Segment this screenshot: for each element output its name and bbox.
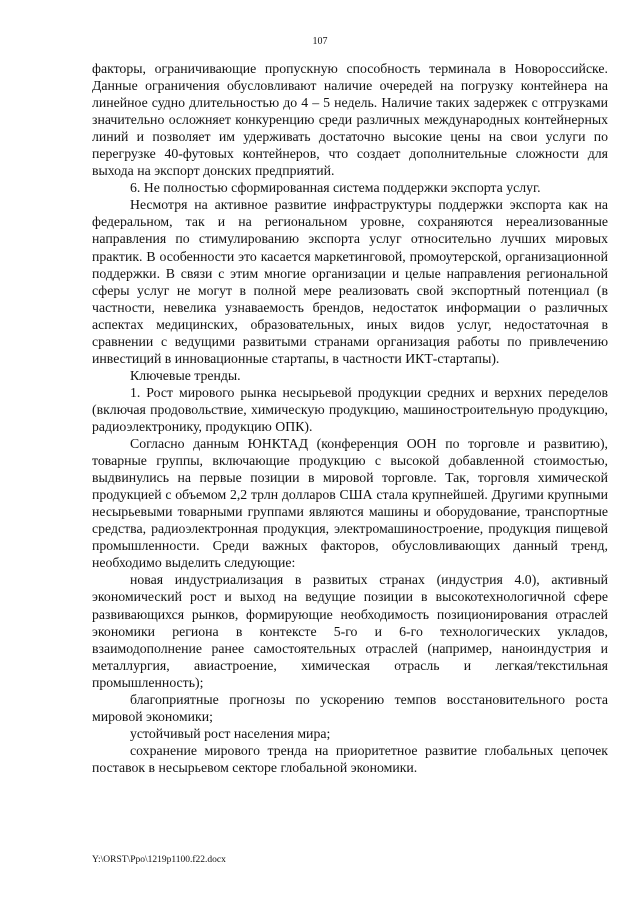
paragraph-1: факторы, ограничивающие пропускную способность терминала в Новороссийске. Данные ограничения обусловливают наличие очередей на погрузку контейнера на линейное судно длительностью до 4 – 5 недель. Наличие таких задержек с отгрузками значительно осложняет конкуренцию среди различных международных контейнерных линий и позволяет им удерживать достаточно высокие цены на свои услуги по перегрузке 40-футовых контейнеров, что создает дополнительные сложности для выхода на экспорт донских предприятий. [92,61,608,179]
paragraph-5: 1. Рост мирового рынка несырьевой продукции средних и верхних переделов (включая продовольствие, химическую продукцию, машиностроительную продукцию, радиоэлектронику, продукцию ОПК). [92,384,608,434]
paragraph-10: сохранение мирового тренда на приоритетное развитие глобальных цепочек поставок в несырьевом секторе глобальной экономики. [92,742,608,775]
paragraph-8: благоприятные прогнозы по ускорению темпов восстановительного роста мировой экономики; [92,691,608,724]
paragraph-6: Согласно данным ЮНКТАД (конференция ООН по торговле и развитию), товарные группы, включающие продукцию с высокой добавленной стоимостью, выдвинулись на первые позиции в мировой торговле. Так, торговля химической продукцией с объемом 2,2 трлн долларов США стала крупнейшей. Другими крупными несырьевыми товарными группами являются машины и оборудование, транспортные средства, радиоэлектронная продукция, электромашиностроение, продукция пищевой промышленности. Среди важных факторов, обусловливающих данный тренд, необходимо выделить следующие: [92,436,608,571]
body-text [92,60,608,776]
paragraph-2: 6. Не полностью сформированная система поддержки экспорта услуг. [130,180,541,196]
page-number: 107 [312,36,328,47]
footer-file-path: Y:\ORST\Ppo\1219p1100.f22.docx [92,855,226,865]
paragraph-4: Ключевые тренды. [130,367,241,383]
paragraph-9: устойчивый рост населения мира; [130,725,331,741]
paragraph-7: новая индустриализация в развитых странах (индустрия 4.0), активный экономический рост и выход на ведущие позиции в высокотехнологичной сфере развивающихся рынков, формирующие необходимость позиционирования отраслей экономики региона в контексте 5-го и 6-го технологических укладов, взаимодополнение ранее самостоятельных отраслей (например, наноиндустрия и металлургия, авиастроение, химическая отрасль и легкая/текстильная промышленность); [92,572,608,690]
paragraph-3: Несмотря на активное развитие инфраструктуры поддержки экспорта как на федеральном, так и на региональном уровне, сохраняются нереализованные направления по стимулированию экспорта услуг относительно лучших мировых практик. В особенности это касается маркетинговой, промоутерской, организационной поддержки. В связи с этим многие организации и целые направления региональной сферы услуг не могут в полной мере реализовать свой экспортный потенциал (в частности, невелика узнаваемость брендов, недостаток информации о различных аспектах медицинских, образовательных, иных видов услуг, недостаточная в сравнении с ведущими развитыми странами организация работы по привлечению инвестиций в инновационные стартапы, в частности ИКТ-стартапы). [92,197,608,366]
